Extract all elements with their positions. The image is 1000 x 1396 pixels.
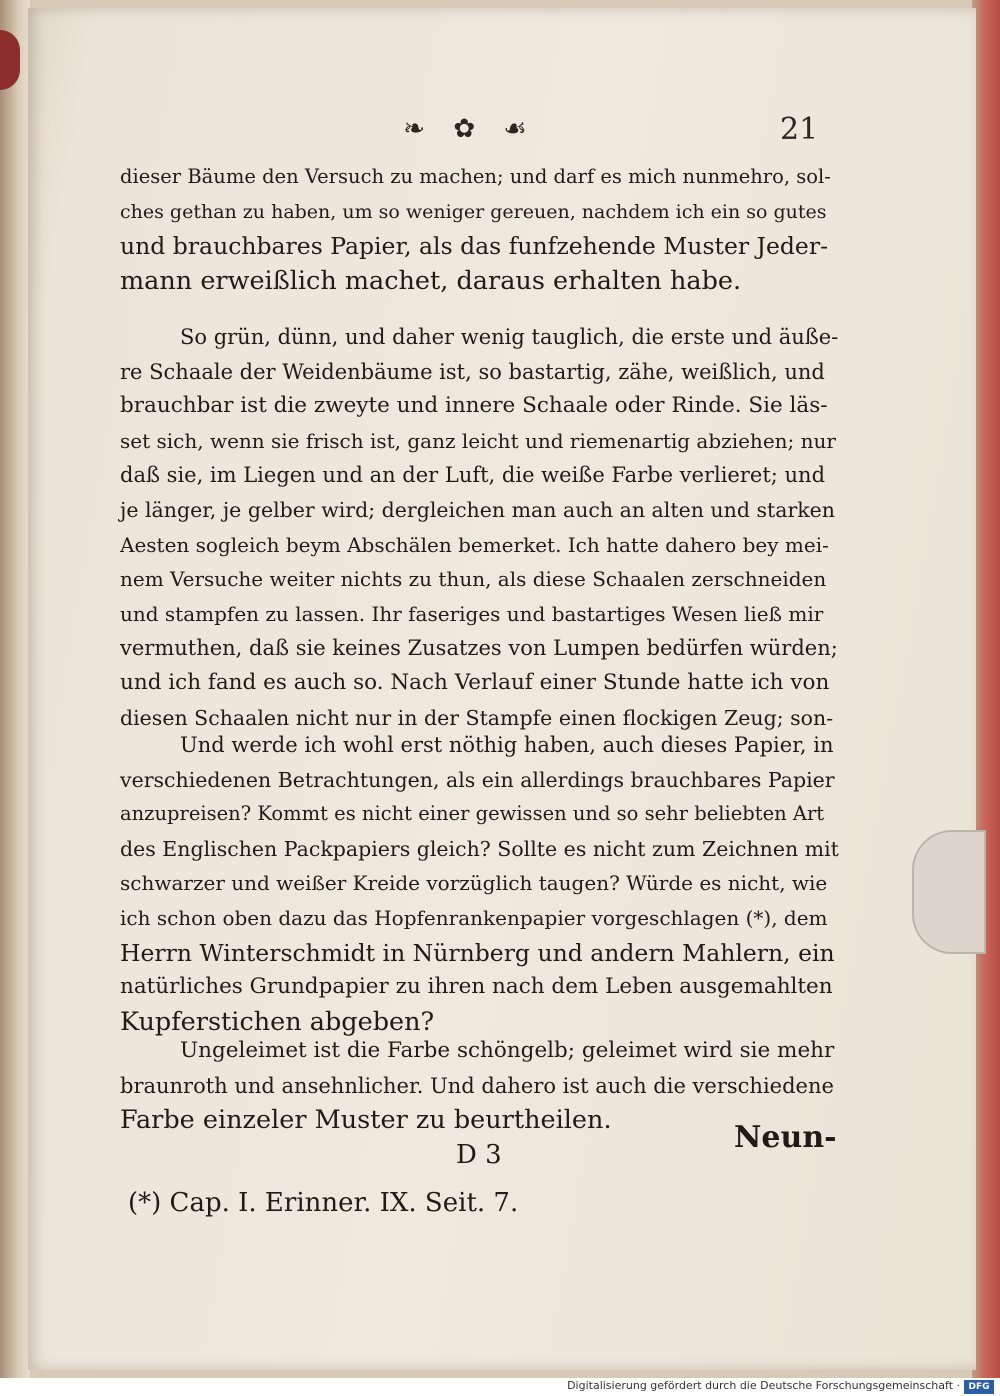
signature-mark: D 3 [456,1140,502,1170]
text-line: brauchbar ist die zweyte und innere Schaale oder Rinde. Sie läs- [120,393,828,419]
text-line: natürliches Grundpapier zu ihren nach dem Leben ausgemahlten [120,974,833,1000]
text-line: vermuthen, daß sie keines Zusatzes von Lumpen bedürfen würden; [120,636,838,661]
text-line: und ich fand es auch so. Nach Verlauf einer Stunde hatte ich von [120,669,830,695]
text-line: des Englischen Packpapiers gleich? Sollte es nicht zum Zeichnen mit [120,836,839,861]
text-line: anzupreisen? Kommt es nicht einer gewissen und so sehr beliebten Art [120,802,825,826]
text-line: So grün, dünn, und daher wenig tauglich, die erste und äuße- [180,325,839,349]
text-line: mann erweißlich machet, daraus erhalten habe. [120,265,742,296]
left-page-edge [0,0,30,1378]
text-line: Ungeleimet ist die Farbe schöngelb; geleimet wird sie mehr [180,1038,835,1063]
text-line: ich schon oben dazu das Hopfenrankenpapier vorgeschlagen (*), dem [120,905,828,930]
book-cover-edge [972,0,1000,1378]
text-line: Herrn Winterschmidt in Nürnberg und andern Mahlern, ein [120,938,835,967]
text-line: set sich, wenn sie frisch ist, ganz leicht und riemenartig abziehen; nur [120,428,836,453]
page-clip [912,830,986,954]
text-line: braunroth und ansehnlicher. Und dahero ist auch die verschiedene [120,1073,834,1098]
text-line: diesen Schaalen nicht nur in der Stampfe einen flockigen Zeug; son- [120,705,834,730]
paragraph-4 [120,1034,840,1138]
page [28,8,976,1370]
catchword: Neun- [734,1120,837,1155]
text-line: daß sie, im Liegen und an der Luft, die weiße Farbe verlieret; und [120,463,826,488]
text-line: nem Versuche weiter nichts zu thun, als diese Schaalen zerschneiden [120,567,827,592]
running-head [28,108,976,158]
paragraph-3 [120,728,840,1039]
dfg-logo: DFG [964,1380,994,1394]
digitization-credit: Digitalisierung gefördert durch die Deutsche Forschungsgemeinschaft · [567,1379,960,1392]
page-number: 21 [780,112,819,147]
text-line: und stampfen zu lassen. Ihr faseriges und bastartiges Wesen ließ mir [120,601,824,626]
text-line: je länger, je gelber wird; dergleichen man auch an alten und starken [120,497,836,522]
paragraph-1 [120,160,840,298]
text-line: Aesten sogleich beym Abschälen bemerket. Ich hatte dahero bey mei- [120,532,829,557]
red-bookmark-edge [0,30,20,90]
text-line: dieser Bäume den Versuch zu machen; und darf es mich nunmehro, sol- [120,165,831,188]
text-line: verschiedenen Betrachtungen, als ein allerdings brauchbares Papier [120,767,835,792]
paragraph-2 [120,320,840,735]
footnote: (*) Cap. I. Erinner. IX. Seit. 7. [128,1188,519,1218]
text-line: re Schaale der Weidenbäume ist, so bastartig, zähe, weißlich, und [120,359,825,384]
text-line: ches gethan zu haben, um so weniger gereuen, nachdem ich ein so gutes [120,200,827,223]
ornament-icon: ❧ ✿ ☙ [403,114,537,144]
text-line: Farbe einzeler Muster zu beurtheilen. [120,1105,612,1136]
text-line: und brauchbares Papier, als das funfzehende Muster Jeder- [120,232,829,261]
text-line: Und werde ich wohl erst nöthig haben, auch dieses Papier, in [180,733,834,757]
text-line: schwarzer und weißer Kreide vorzüglich taugen? Würde es nicht, wie [120,871,828,896]
text-line: Kupferstichen abgeben? [120,1006,435,1037]
